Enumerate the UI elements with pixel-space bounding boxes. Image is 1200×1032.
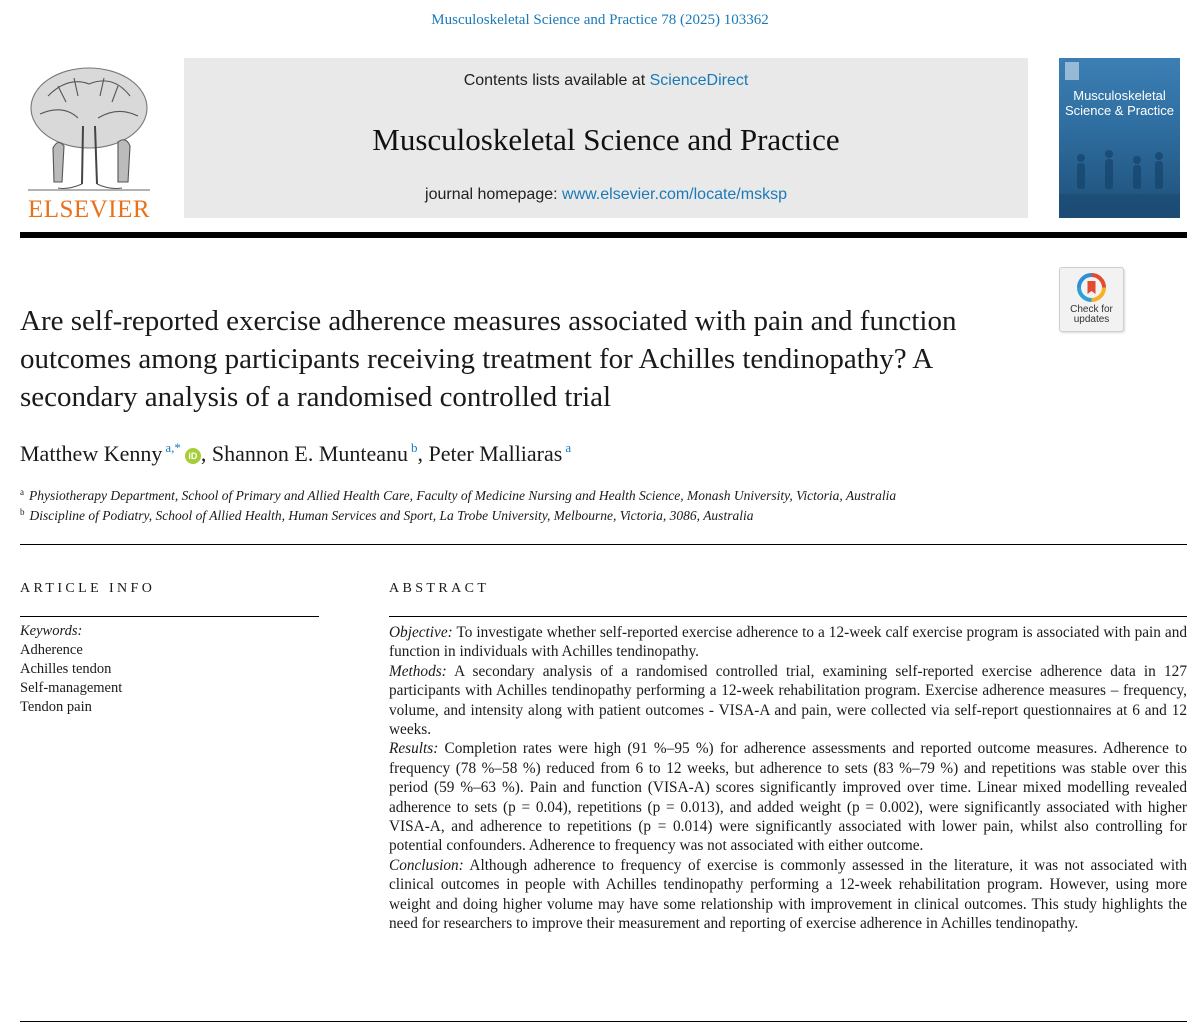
author-name[interactable]: Shannon E. Munteanu bbox=[211, 441, 409, 466]
abstract-conclusion bbox=[389, 856, 1187, 934]
abstract-body bbox=[389, 623, 1187, 934]
journal-citation[interactable]: Musculoskeletal Science and Practice 78 (2025) 103362 bbox=[431, 12, 769, 28]
abstract-section-label: Results: bbox=[389, 740, 439, 758]
keyword-item[interactable]: Adherence bbox=[20, 642, 83, 658]
author-affiliation-marker[interactable]: a bbox=[565, 440, 572, 455]
abstract-bottom-rule bbox=[20, 1021, 1187, 1022]
author-name[interactable]: Matthew Kenny bbox=[20, 441, 163, 466]
abstract-methods bbox=[389, 662, 1187, 740]
affiliation-text: Physiotherapy Department, School of Primary and Allied Health Care, Faculty of Medicine Nursing and Health Science, Monash University, Victoria, Australia bbox=[29, 488, 897, 503]
contents-line bbox=[184, 72, 1028, 90]
section-divider bbox=[20, 544, 1187, 545]
cover-figures-graphic bbox=[1059, 136, 1180, 218]
keywords-label: Keywords: bbox=[20, 623, 83, 639]
check-for-updates-label bbox=[1060, 305, 1123, 325]
abstract-results bbox=[389, 739, 1187, 855]
keyword-item[interactable]: Achilles tendon bbox=[20, 661, 112, 677]
affiliation-marker: b bbox=[20, 507, 25, 517]
cover-title: Musculoskeletal Science & Practice bbox=[1064, 88, 1175, 118]
journal-cover-image[interactable] bbox=[1059, 58, 1180, 218]
elsevier-wordmark[interactable]: ELSEVIER bbox=[27, 196, 151, 223]
homepage-line bbox=[184, 186, 1028, 204]
homepage-prefix: journal homepage: bbox=[425, 186, 558, 203]
affiliation-marker: a bbox=[20, 487, 24, 497]
author-list: Matthew Kenny $^{a,*}$iD , Shannon E. Munteanu $^b$, Peter Malliaras $^a$ bbox=[20, 440, 572, 466]
abstract-section-text: To investigate whether self-reported exercise adherence to a 12-week calf exercise program is associated with pain and function in individuals with Achilles tendinopathy. bbox=[389, 624, 1187, 661]
journal-homepage-link[interactable]: www.elsevier.com/locate/msksp bbox=[562, 186, 787, 203]
orcid-icon[interactable]: iD bbox=[185, 448, 201, 464]
author-affiliation-marker[interactable]: b bbox=[411, 440, 418, 455]
article-info-heading: ARTICLE INFO bbox=[20, 581, 156, 596]
contents-prefix: Contents lists available at bbox=[463, 72, 646, 89]
check-for-updates-line2: updates bbox=[1073, 314, 1110, 325]
keyword-item[interactable]: Tendon pain bbox=[20, 699, 92, 715]
keyword-item[interactable]: Self-management bbox=[20, 680, 123, 696]
check-for-updates-badge[interactable] bbox=[1059, 267, 1124, 332]
affiliation-b bbox=[20, 507, 1190, 524]
article-info-rule bbox=[20, 616, 319, 617]
abstract-section-label: Objective: bbox=[389, 624, 453, 641]
cover-elsevier-mark bbox=[1065, 62, 1079, 80]
crossmark-icon bbox=[1077, 273, 1106, 302]
abstract-section-text: Although adherence to frequency of exercise is commonly assessed in the literature, it was not associated with clinical outcomes in people with Achilles tendinopathy performing a 12-week rehabilitation program. However, using more weight and doing higher volume may have some relationship with improvement in clinical outcomes. This study highlights the need for researchers to improve their measurement and reporting of exercise adherence in Achilles tendinopathy. bbox=[389, 856, 1187, 933]
abstract-section-label: Methods: bbox=[389, 662, 447, 680]
affiliation-a bbox=[20, 487, 1190, 504]
sciencedirect-link[interactable]: ScienceDirect bbox=[649, 72, 749, 89]
author-affiliation-marker[interactable]: a,* bbox=[165, 440, 181, 455]
check-for-updates-line1: Check for bbox=[1070, 304, 1113, 315]
abstract-section-text: A secondary analysis of a randomised controlled trial, examining self-reported exercise adherence data in 127 participants with Achilles tendinopathy performing a 12-week rehabilitation program. Exercise adherence measures – frequency, volume, and intensity along with patient outcomes - VISA-A and pain, were collected via self-report questionnaires at 6 and 12 weeks. bbox=[389, 662, 1187, 739]
author-name[interactable]: Peter Malliaras bbox=[428, 441, 563, 466]
article-title: Are self-reported exercise adherence measures associated with pain and function outcomes among participants receiving treatment for Achilles tendinopathy? A secondary analysis of a randomised controlled trial bbox=[20, 305, 957, 413]
abstract-heading: ABSTRACT bbox=[389, 581, 490, 596]
header-rule bbox=[20, 232, 1187, 238]
abstract-objective bbox=[389, 623, 1187, 662]
abstract-section-text: Completion rates were high (91 %–95 %) for adherence assessments and reported outcome measures. Adherence to frequency (78 %–58 %) reduced from 6 to 12 weeks, but adherence to sets (83 %–79 %) and repetitions was stable over this period (59 %–63 %). Pain and function (VISA-A) scores significantly improved over time. Linear mixed modelling revealed adherence to sets (p = 0.04), repetitions (p = 0.013), and added weight (p = 0.002), were significantly associated with higher VISA-A, and adherence to repetitions (p = 0.014) were significantly associated with lower pain, whilst also controlling for potential confounders. Adherence to frequency was not associated with either outcome. bbox=[389, 740, 1187, 855]
journal-title: Musculoskeletal Science and Practice bbox=[372, 122, 840, 157]
affiliation-text: Discipline of Podiatry, School of Allied Health, Human Services and Sport, La Trobe University, Melbourne, Victoria, 3086, Australia bbox=[29, 508, 754, 523]
abstract-rule bbox=[389, 616, 1187, 617]
abstract-section-label: Conclusion: bbox=[389, 856, 464, 874]
